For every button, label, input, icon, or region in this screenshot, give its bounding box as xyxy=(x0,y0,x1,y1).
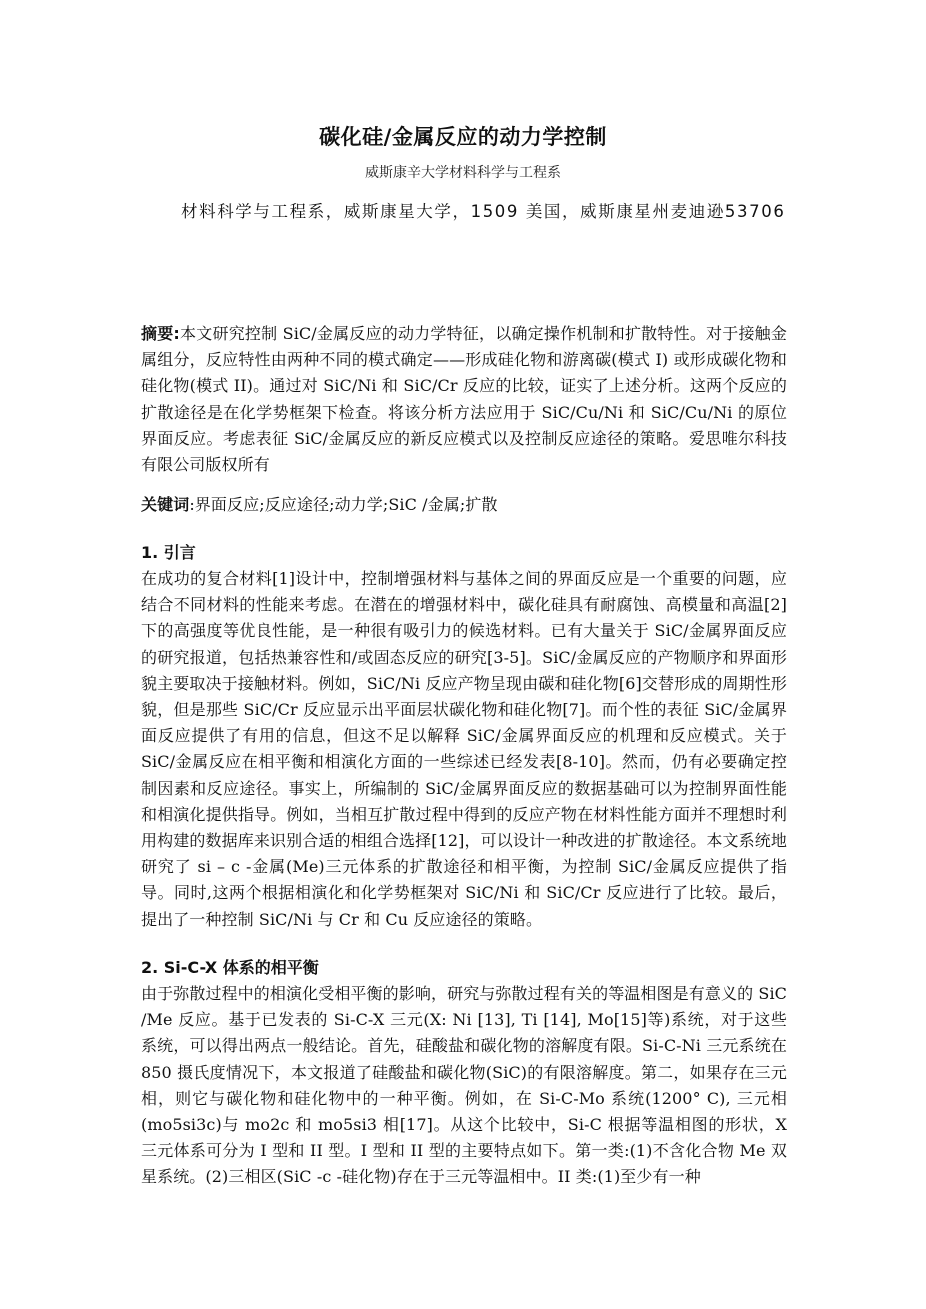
affiliation-chinese: 威斯康辛大学材料科学与工程系 xyxy=(365,165,561,181)
abstract-text: 本文研究控制 SiC/金属反应的动力学特征，以确定操作机制和扩散特性。对于接触金属组分，反应特性由两种不同的模式确定——形成硅化物和游离碳(模式 I) 或形成碳化物和硅化物(模式 II)。通过对 SiC/Ni 和 SiC/Cr 反应的比较，证实了上述分析。这两个反应的扩散途径是在化学势框架下检查。将该分析方法应用于 SiC/Cu/Ni 和 SiC/Cu/Ni 的原位界面反应。考虑表征 SiC/金属反应的新反应模式以及控制反应途径的策略。爱思唯尔科技有限公司版权所有 xyxy=(141,324,787,475)
keywords-paragraph xyxy=(141,492,787,518)
keywords-text: :界面反应;反应途径;动力学;SiC /金属;扩散 xyxy=(189,495,498,514)
section-2-heading: 2. Si-C-X 体系的相平衡 xyxy=(141,958,319,977)
keywords-label: 关键词 xyxy=(141,495,190,514)
affiliation-address: 材料科学与工程系，威斯康星大学，1509 美国，威斯康星州麦迪逊53706 xyxy=(181,202,786,221)
section-1-heading: 1. 引言 xyxy=(141,543,196,562)
abstract-paragraph xyxy=(141,321,787,478)
abstract-label: 摘要: xyxy=(141,324,180,343)
section-2-body: 由于弥散过程中的相演化受相平衡的影响，研究与弥散过程有关的等温相图是有意义的 SiC /Me 反应。基于已发表的 Si-C-X 三元(X: Ni [13], Ti [14], Mo[15]等)系统，对于这些系统，可以得出两点一般结论。首先，硅酸盐和碳化物的溶解度有限。Si-C-Ni 三元系统在 850 摄氏度情况下，本文报道了硅酸盐和碳化物(SiC)的有限溶解度。第二，如果存在三元相，则它与碳化物和硅化物中的一种平衡。例如，在 Si-C-Mo 系统(1200° C), 三元相(mo5si3c)与 mo2c 和 mo5si3 相[17]。从这个比较中，Si-C 根据等温相图的形状，X 三元体系可分为 I 型和 II 型。I 型和 II 型的主要特点如下。第一类:(1)不含化合物 Me 双星系统。(2)三相区(SiC -c -硅化物)存在于三元等温相中。II 类:(1)至少有一种 xyxy=(141,984,787,1187)
paper-title: 碳化硅/金属反应的动力学控制 xyxy=(319,125,607,149)
section-1-body: 在成功的复合材料[1]设计中，控制增强材料与基体之间的界面反应是一个重要的问题，应结合不同材料的性能来考虑。在潜在的增强材料中，碳化硅具有耐腐蚀、高模量和高温[2]下的高强度等优良性能，是一种很有吸引力的候选材料。已有大量关于 SiC/金属界面反应的研究报道，包括热兼容性和/或固态反应的研究[3-5]。SiC/金属反应的产物顺序和界面形貌主要取决于接触材料。例如，SiC/Ni 反应产物呈现由碳和硅化物[6]交替形成的周期性形貌，但是那些 SiC/Cr 反应显示出平面层状碳化物和硅化物[7]。而个性的表征 SiC/金属界面反应提供了有用的信息，但这不足以解释 SiC/金属界面反应的机理和反应模式。关于 SiC/金属反应在相平衡和相演化方面的一些综述已经发表[8-10]。然而，仍有必要确定控制因素和反应途径。事实上，所编制的 SiC/金属界面反应的数据基础可以为控制界面性能和相演化提供指导。例如，当相互扩散过程中得到的反应产物在材料性能方面并不理想时利用构建的数据库来识别合适的相组合选择[12]，可以设计一种改进的扩散途径。本文系统地研究了 si – c -金属(Me)三元体系的扩散途径和相平衡，为控制 SiC/金属反应提供了指导。同时,这两个根据相演化和化学势框架对 SiC/Ni 和 SiC/Cr 反应进行了比较。最后，提出了一种控制 SiC/Ni 与 Cr 和 Cu 反应途径的策略。 xyxy=(141,569,787,929)
